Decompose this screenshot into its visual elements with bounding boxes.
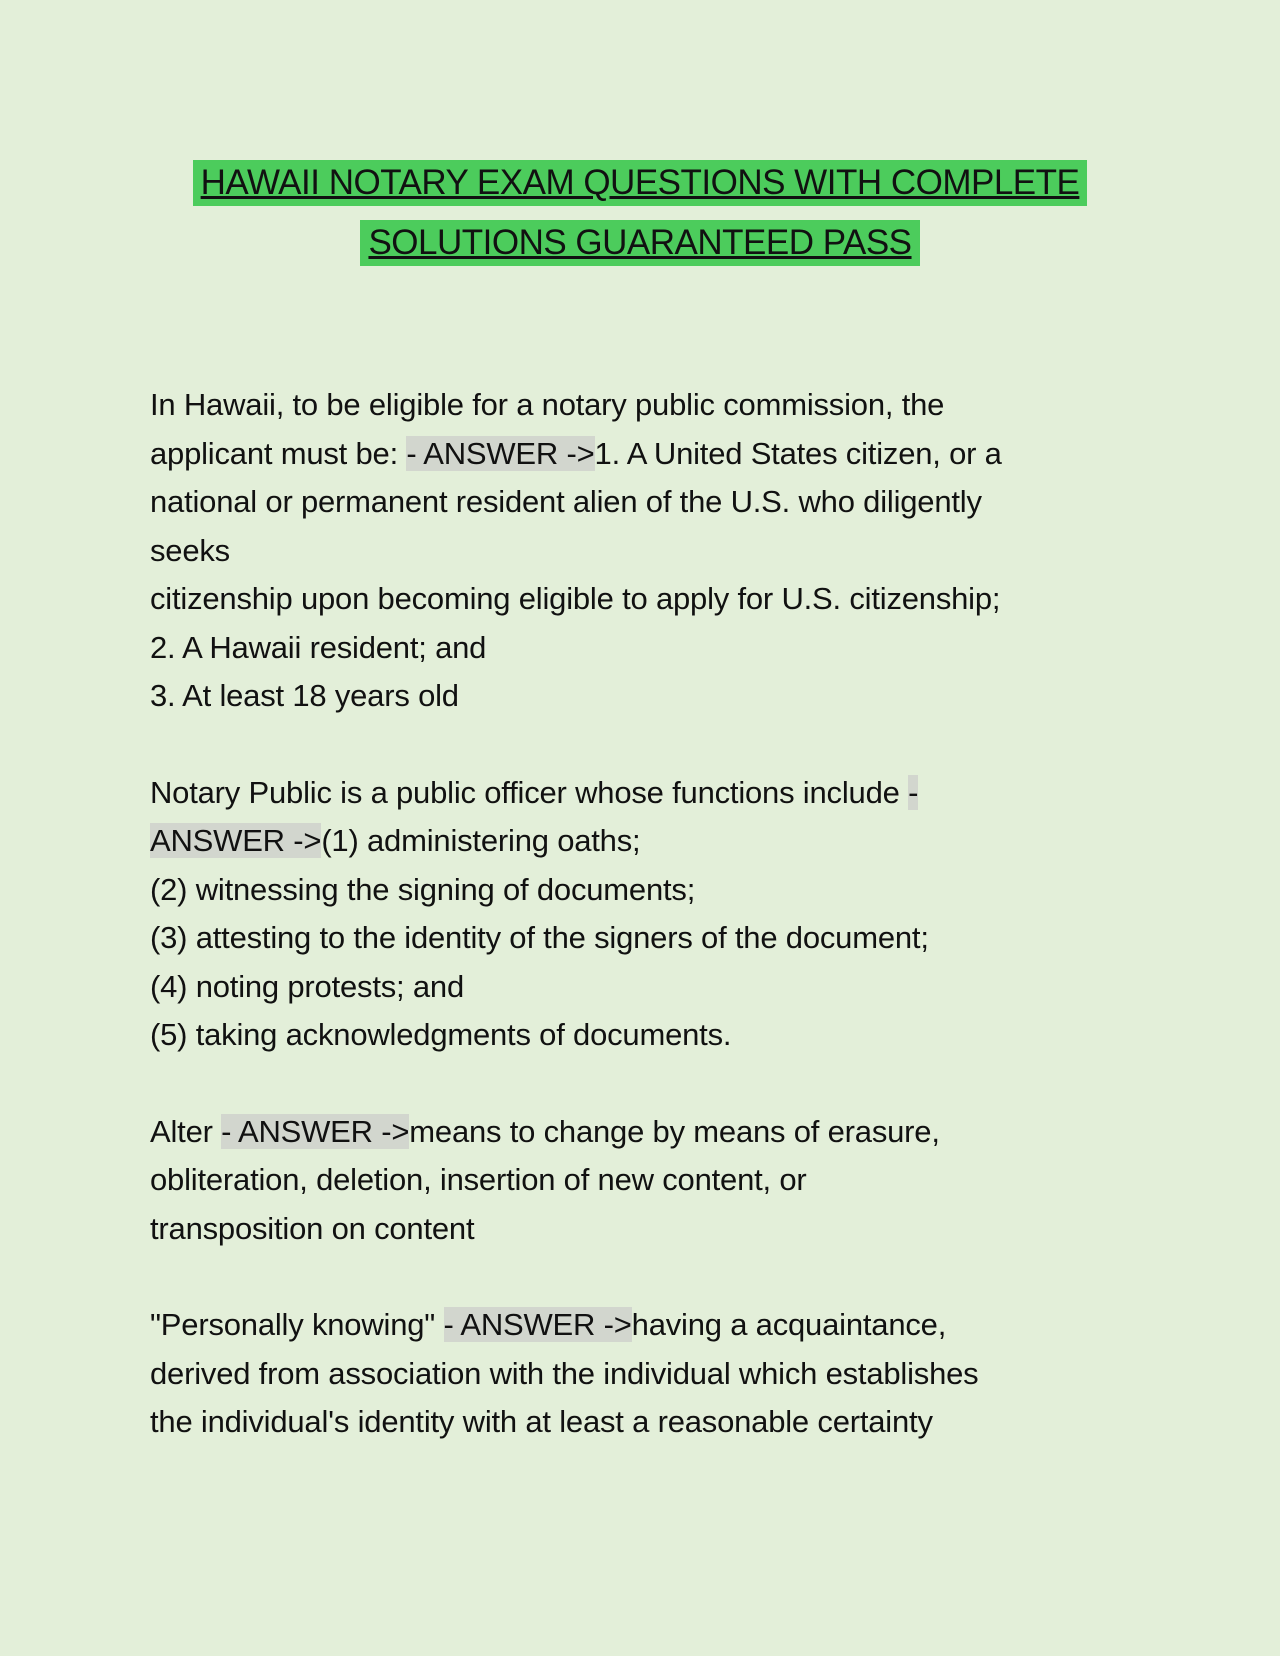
answer-text: the individual's identity with at least a reasonable certainty (150, 1404, 933, 1439)
answer-text: having a acquaintance, (631, 1307, 947, 1342)
answer-text: (4) noting protests; and (150, 968, 464, 1004)
answer-text: 3. At least 18 years old (150, 678, 459, 713)
answer-text: transposition on content (150, 1210, 475, 1246)
document-body (150, 381, 1180, 1495)
title-line-1: HAWAII NOTARY EXAM QUESTIONS WITH COMPLETE (193, 160, 1088, 206)
answer-text: obliteration, deletion, insertion of new content, or (150, 1162, 807, 1197)
answer-text: citizenship upon becoming eligible to apply for U.S. citizenship; (150, 581, 1001, 616)
question-text: applicant must be: (150, 435, 407, 471)
answer-text: seeks (150, 532, 230, 568)
qa-item-eligibility (150, 381, 1180, 721)
answer-text: national or permanent resident alien of the U.S. who diligently (150, 484, 982, 519)
answer-marker: - ANSWER -> (406, 435, 595, 471)
answer-text: (1) administering oaths; (321, 823, 641, 858)
question-text: "Personally knowing" (150, 1307, 444, 1342)
answer-text: (2) witnessing the signing of documents; (150, 871, 696, 907)
answer-marker: - ANSWER -> (221, 1113, 410, 1149)
answer-text: derived from association with the individual which establishes (150, 1355, 979, 1391)
qa-item-personally-knowing (150, 1301, 1180, 1447)
answer-text: means to change by means of erasure, (409, 1113, 940, 1149)
question-text: Alter (150, 1113, 222, 1149)
answer-marker: - (908, 774, 919, 810)
qa-item-alter (150, 1108, 1180, 1254)
answer-text: (5) taking acknowledgments of documents. (150, 1017, 732, 1052)
question-text: Notary Public is a public officer whose functions include (150, 774, 909, 810)
qa-item-notary-functions (150, 769, 1180, 1060)
answer-marker: - ANSWER -> (443, 1307, 632, 1342)
title-line-2: SOLUTIONS GUARANTEED PASS (360, 220, 919, 266)
document-title (100, 160, 1180, 280)
question-text: In Hawaii, to be eligible for a notary public commission, the (150, 387, 945, 422)
answer-text: 1. A United States citizen, or a (594, 435, 1002, 471)
answer-text: 2. A Hawaii resident; and (150, 629, 487, 665)
answer-marker: ANSWER -> (150, 823, 322, 858)
answer-text: (3) attesting to the identity of the signers of the document; (150, 920, 929, 955)
